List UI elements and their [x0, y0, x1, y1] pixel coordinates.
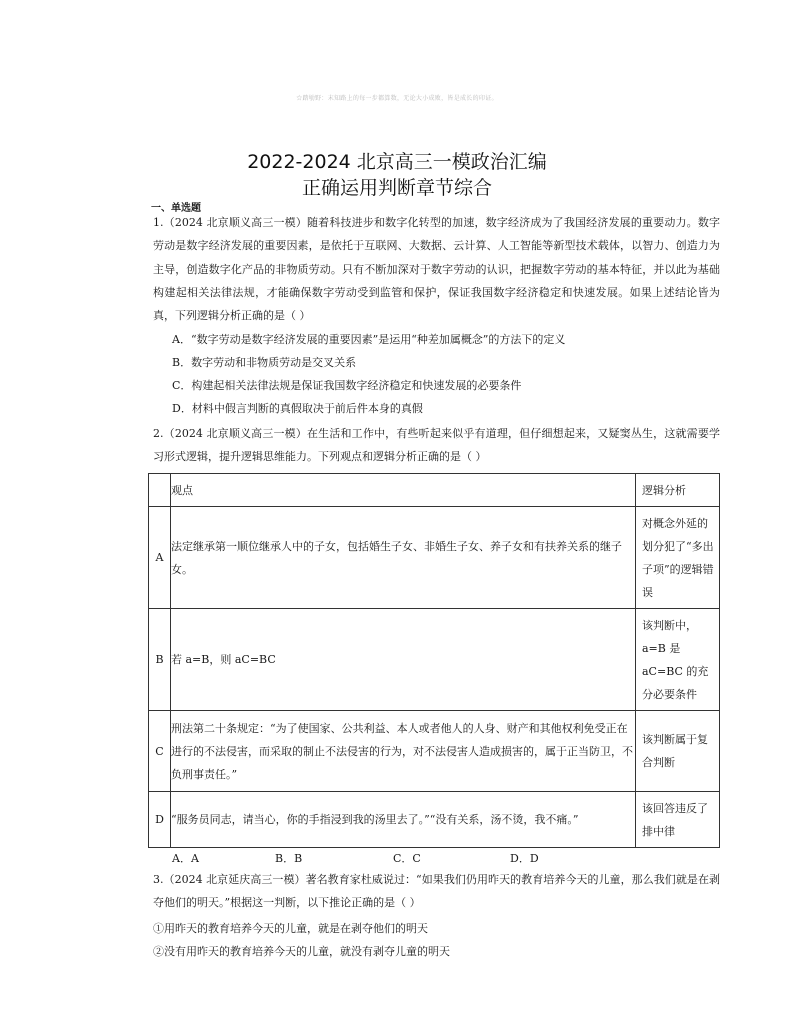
q1-option-b: B．数字劳动和非物质劳动是交叉关系	[172, 356, 357, 369]
row-view: 若 a=B，则 aC=BC	[171, 609, 636, 711]
table-row	[149, 792, 720, 848]
row-analysis: 该判断属于复合判断	[636, 711, 720, 792]
row-analysis: 该判断中，a=B 是 aC=BC 的充分必要条件	[636, 609, 720, 711]
table-header-blank	[149, 474, 171, 507]
q2-answer-options	[0, 850, 794, 866]
question-1-stem: 1.（2024 北京顺义高三一模）随着科技进步和数字化转型的加速，数字经济成为了我国经济发展的重要动力。数字劳动是数字经济发展的重要因素，是依托于互联网、大数据、云计算、人工智能等新型技术载体，以智力、创造力为主导，创造数字化产品的非物质劳动。只有不断加深对于数字劳动的认识，把握数字劳动的基本特征，并以此为基础构建起相关法律法规，才能确保数字劳动受到监管和保护，保证我国数字经济稳定和快速发展。如果上述结论皆为真，下列逻辑分析正确的是（ ）	[153, 216, 720, 323]
row-analysis: 该回答违反了排中律	[636, 792, 720, 848]
table-row	[149, 507, 720, 609]
question-2-stem: 2.（2024 北京顺义高三一模）在生活和工作中，有些听起来似乎有道理，但仔细想起来，又疑窦丛生，这就需要学习形式逻辑，提升逻辑思维能力。下列观点和逻辑分析正确的是（ ）	[153, 427, 720, 464]
document-title: 2022-2024 北京高三一模政治汇编	[247, 151, 547, 173]
row-label: B	[149, 609, 171, 711]
q1-option-a: A．“数字劳动是数字经济发展的重要因素”是运用“种差加属概念”的方法下的定义	[172, 333, 566, 346]
q2-answer-a: A．A	[172, 852, 199, 865]
row-analysis: 对概念外延的划分犯了“多出子项”的逻辑错误	[636, 507, 720, 609]
table-row	[149, 711, 720, 792]
row-view: 刑法第二十条规定：“为了使国家、公共利益、本人或者他人的人身、财产和其他权利免受正在进行的不法侵害，而采取的制止不法侵害的行为，对不法侵害人造成损害的，属于正当防卫，不负刑事责任。”	[171, 711, 636, 792]
row-label: C	[149, 711, 171, 792]
row-label: A	[149, 507, 171, 609]
row-view: 法定继承第一顺位继承人中的子女，包括婚生子女、非婚生子女、养子女和有扶养关系的继子女。	[171, 507, 636, 609]
question-3-stem: 3.（2024 北京延庆高三一模）著名教育家杜威说过：“如果我们仍用昨天的教育培养今天的儿童，那么我们就是在剥夺他们的明天。”根据这一判断，以下推论正确的是（ ）	[153, 873, 720, 910]
q2-answer-d: D．D	[510, 852, 539, 865]
document-subtitle: 正确运用判断章节综合	[301, 177, 492, 199]
watermark-text: ☆踏劬野：末知路上的每一步都算数，无论大小成败，皆是成长的印证。	[296, 95, 498, 102]
table-row	[149, 609, 720, 711]
row-label: D	[149, 792, 171, 848]
section-heading: 一、单选题	[151, 203, 201, 214]
q2-answer-c: C．C	[393, 852, 421, 865]
row-view: “服务员同志，请当心，你的手指浸到我的汤里去了。”“没有关系，汤不烫，我不痛。”	[171, 792, 636, 848]
table-header-analysis: 逻辑分析	[636, 474, 720, 507]
q2-answer-b: B．B	[275, 852, 303, 865]
q1-option-c: C．构建起相关法律法规是保证我国数字经济稳定和快速发展的必要条件	[172, 379, 522, 392]
table-header-view: 观点	[171, 474, 636, 507]
logic-analysis-table	[148, 473, 720, 848]
q1-option-d: D．材料中假言判断的真假取决于前后件本身的真假	[172, 402, 423, 415]
q3-item-2: ②没有用昨天的教育培养今天的儿童，就没有剥夺儿童的明天	[153, 945, 450, 958]
table-header-row	[149, 474, 720, 507]
q3-item-1: ①用昨天的教育培养今天的儿童，就是在剥夺他们的明天	[153, 922, 428, 935]
